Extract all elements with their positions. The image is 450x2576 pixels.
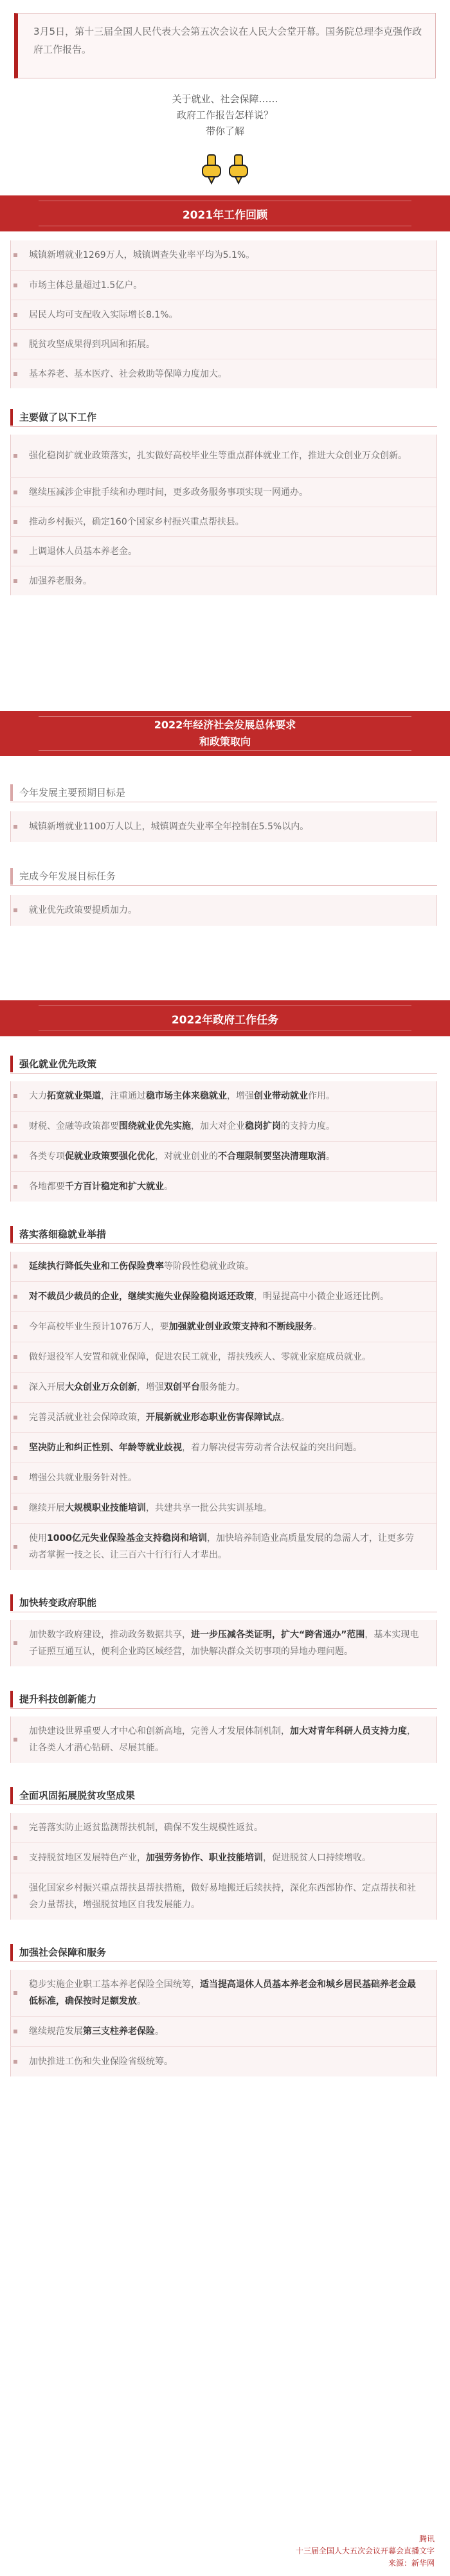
source-brand: 腾讯 <box>419 2534 435 2543</box>
divider <box>10 885 437 886</box>
list-item-text <box>29 1148 335 1165</box>
subsection-title: 提升科技创新能力 <box>10 1691 103 1707</box>
subsection-title: 全面巩固拓展脱贫攻坚成果 <box>10 1787 141 1804</box>
list-item-text <box>29 1819 263 1836</box>
list-item <box>10 1432 437 1463</box>
highlight-text: 加强劳务协作、职业技能培训 <box>146 1853 263 1863</box>
highlight-text: 拓宽就业渠道 <box>47 1091 101 1101</box>
text-segment: 财税、金融等政策都要 <box>29 1121 119 1131</box>
text-segment: ，注重通过 <box>101 1091 146 1101</box>
text-segment: 稳步实施企业职工基本养老保险全国统筹， <box>29 1979 200 1990</box>
highlight-text: 进一步压减各类证明，扩大“跨省通办”范围 <box>191 1630 365 1640</box>
text-segment: 支持脱贫地区发展特色产业， <box>29 1853 146 1863</box>
text-segment: 各类专项 <box>29 1151 65 1162</box>
list-item: 城镇新增就业1100万人以上，城镇调查失业率全年控制在5.5%以内。 <box>10 811 437 842</box>
highlight-text: 大规模职业技能培训 <box>65 1503 146 1513</box>
subsection-heading <box>10 404 437 431</box>
divider <box>10 426 437 427</box>
subsection-heading <box>10 1686 437 1713</box>
highlight-text: 围绕就业优先实施 <box>119 1121 191 1131</box>
highlight-text: 对不裁员少裁员的企业，继续实施失业保险稳岗返还政策 <box>29 1292 254 1302</box>
section-2022-tasks <box>0 1000 450 2076</box>
subsection-title: 落实落细稳就业举措 <box>10 1226 113 1243</box>
list-item <box>10 1252 437 1281</box>
list-item-text <box>29 1880 421 1913</box>
highlight-text: 稳岗扩岗 <box>245 1121 281 1131</box>
text-segment: 继续规范发展 <box>29 2026 83 2037</box>
list-item <box>10 1620 437 1666</box>
list-item-text <box>29 1319 322 1335</box>
question-line: 带你了解 <box>205 125 244 137</box>
subsection-heading <box>10 1050 437 1077</box>
highlight-text: 加强就业创业政策支持和不断线服务 <box>168 1322 313 1332</box>
text-segment: 继续开展 <box>29 1503 65 1513</box>
list-item-text <box>29 1379 245 1396</box>
text-segment: 加快推进工伤和失业保险省级统筹。 <box>29 2057 173 2067</box>
list-item-text <box>29 1349 371 1365</box>
text-segment: 服务能力。 <box>200 1382 245 1392</box>
pointing-down-hand-icon <box>200 154 223 185</box>
divider <box>10 1708 437 1709</box>
list-item <box>10 1171 437 1202</box>
subsection-heading <box>10 1939 437 1966</box>
list-item-text <box>29 1439 362 1456</box>
pointing-down-hand-icon <box>227 154 250 185</box>
list-item <box>10 2046 437 2076</box>
text-segment: 加快数字政府建设，推动政务数据共享， <box>29 1630 191 1640</box>
list-item: 城镇新增就业1269万人，城镇调查失业率平均为5.1%。 <box>10 240 437 270</box>
list-item <box>10 1281 437 1311</box>
highlight-text: 加大对青年科研人员支持力度 <box>290 1726 407 1736</box>
list-item-text <box>29 1723 421 1756</box>
list-item <box>10 1111 437 1141</box>
divider <box>10 1073 437 1074</box>
highlight-text: 千方百计稳定和扩大就业 <box>65 1182 164 1192</box>
question-line: 政府工作报告怎样说？ <box>176 109 273 121</box>
text-segment: ，让各类人才潜心钻研、尽展其能。 <box>29 1726 416 1753</box>
list-item-text <box>29 1500 272 1517</box>
list-item-text <box>29 1088 335 1104</box>
list-item-text <box>29 2023 164 2040</box>
list-item-text <box>29 1850 371 1866</box>
highlight-text: 大众创业万众创新 <box>65 1382 137 1392</box>
list-item: 加强养老服务。 <box>10 566 437 595</box>
highlight-text: 适当提高退休人员基本养老金和城乡居民基础养老金最低标准，确保按时足额发放 <box>29 1979 416 2006</box>
subsection-title: 完成今年发展目标任务 <box>10 868 122 885</box>
subsection-heading <box>10 779 437 806</box>
list-item: 强化稳岗扩就业政策落实，扎实做好高校毕业生等重点群体就业工作，推进大众创业万众创新。 <box>10 435 437 477</box>
list-item <box>10 2016 437 2046</box>
list-item-text <box>29 1530 421 1563</box>
list-item: 就业优先政策要提质加力。 <box>10 895 437 926</box>
text-segment: 大力 <box>29 1091 47 1101</box>
text-segment: ，加大对企业 <box>191 1121 245 1131</box>
highlight-text: 促就业政策要强化优化 <box>65 1151 155 1162</box>
hand-icons <box>0 154 450 190</box>
text-segment: 加快建设世界重要人才中心和创新高地，完善人才发展体制机制， <box>29 1726 290 1736</box>
text-segment: 。 <box>326 1151 335 1162</box>
subsection-heading <box>10 863 437 890</box>
highlight-text: 创业带动就业 <box>254 1091 308 1101</box>
text-segment: ，着力解决侵害劳动者合法权益的突出问题。 <box>182 1443 362 1453</box>
subsection-title: 加快转变政府职能 <box>10 1594 103 1611</box>
list-item: 继续压减涉企审批手续和办理时间，更多政务服务事项实现一网通办。 <box>10 477 437 507</box>
section-title-banner <box>0 711 450 756</box>
text-segment: 深入开展 <box>29 1382 65 1392</box>
text-segment: 完善灵活就业社会保障政策， <box>29 1412 146 1423</box>
list-item <box>10 1716 437 1763</box>
highlight-text: 双创平台 <box>164 1382 200 1392</box>
text-segment: ，对就业创业的 <box>155 1151 218 1162</box>
list-item: 上调退休人员基本养老金。 <box>10 536 437 566</box>
subsection-title: 强化就业优先政策 <box>10 1056 103 1072</box>
text-segment: ，基本实现电子证照互通互认，便利企业跨区域经营，加快解决群众关切事项的异地办理问题。 <box>29 1630 419 1657</box>
list-item <box>10 1311 437 1342</box>
source-note <box>296 2533 435 2570</box>
section-title-banner <box>0 195 450 231</box>
section-title-line: 2022年经济社会发展总体要求 <box>154 719 296 731</box>
list-item: 脱贫攻坚成果得到巩固和拓展。 <box>10 329 437 359</box>
list-item-text <box>29 2053 173 2070</box>
list-item: 推动乡村振兴，确定160个国家乡村振兴重点帮扶县。 <box>10 507 437 536</box>
subsection-title: 加强社会保障和服务 <box>10 1944 113 1961</box>
list-item: 基本养老、基本医疗、社会救助等保障力度加大。 <box>10 359 437 388</box>
list-item-text <box>29 1118 335 1135</box>
text-segment: ，共建共享一批公共实训基地。 <box>146 1503 272 1513</box>
highlight-text: 第三支柱养老保险 <box>83 2026 155 2037</box>
text-segment: 。 <box>312 1322 322 1332</box>
list-item <box>10 1463 437 1493</box>
section-title: 2022年政府工作任务 <box>171 1013 279 1027</box>
list-item <box>10 1523 437 1570</box>
source-line: 来源：新华网 <box>388 2559 435 2568</box>
list-item <box>10 1970 437 2016</box>
text-segment: 强化国家乡村振兴重点帮扶县帮扶措施，做好易地搬迁后续扶持，深化东西部协作、定点帮扶和社会力量帮扶，增强脱贫地区自我发展能力。 <box>29 1883 416 1910</box>
list-item-text <box>29 1626 421 1660</box>
text-segment: ，促进脱贫人口持续增收。 <box>263 1853 371 1863</box>
subsection-title: 主要做了以下工作 <box>10 409 103 426</box>
intro-box <box>14 13 436 78</box>
subsection-title: 今年发展主要预期目标是 <box>10 784 132 801</box>
list-item-text <box>29 1178 173 1195</box>
text-segment: ，加快培养制造业高质量发展的急需人才，让更多劳动者掌握一技之长、让三百六十行行行人才辈出。 <box>29 1533 414 1560</box>
subsection-heading <box>10 1221 437 1248</box>
text-segment: 使用 <box>29 1533 47 1544</box>
text-segment: 各地都要 <box>29 1182 65 1192</box>
divider <box>10 1961 437 1962</box>
text-segment: 。 <box>155 2026 164 2037</box>
intro-text: 3月5日，第十三届全国人民代表大会第五次会议在人民大会堂开幕。国务院总理李克强作政府工作报告。 <box>33 26 422 55</box>
section-title-line: 和政策取向 <box>199 735 251 748</box>
list-item <box>10 1493 437 1523</box>
text-segment: 增强公共就业服务针对性。 <box>29 1473 137 1483</box>
text-segment: 等阶段性稳就业政策。 <box>164 1261 254 1272</box>
section-2021-review <box>0 195 450 595</box>
list-item <box>10 1842 437 1873</box>
list-item-text <box>29 1976 421 2010</box>
section-2022-requirements <box>0 711 450 926</box>
list-item: 居民人均可支配收入实际增长8.1%。 <box>10 300 437 329</box>
question-line: 关于就业、社会保障…… <box>172 93 278 105</box>
highlight-text: 1000亿元失业保险基金支持稳岗和培训 <box>47 1533 207 1544</box>
text-segment: 做好退役军人安置和就业保障，促进农民工就业，帮扶残疾人、零就业家庭成员就业。 <box>29 1352 371 1362</box>
text-segment: ，增强 <box>137 1382 164 1392</box>
list-item <box>10 1873 437 1920</box>
text-segment: 今年高校毕业生预计1076万人，要 <box>29 1322 169 1332</box>
highlight-text: 延续执行降低失业和工伤保险费率 <box>29 1261 164 1272</box>
text-segment: 。 <box>164 1182 173 1192</box>
text-segment: 的支持力度。 <box>281 1121 335 1131</box>
list-item-text <box>29 1258 254 1275</box>
subsection-heading <box>10 1782 437 1809</box>
task-groups <box>0 1036 450 2076</box>
list-item <box>10 1372 437 1402</box>
text-segment: 。 <box>281 1412 290 1423</box>
list-item-text <box>29 1470 137 1486</box>
list-item <box>10 1402 437 1432</box>
list-item-text <box>29 1288 389 1305</box>
highlight-text: 稳市场主体来稳就业 <box>146 1091 227 1101</box>
highlight-text: 开展新就业形态职业伤害保障试点 <box>146 1412 281 1423</box>
text-segment: 作用。 <box>308 1091 335 1101</box>
source-line: 十三届全国人大五次会议开幕会直播文字 <box>295 2546 435 2555</box>
text-segment: ，增强 <box>227 1091 254 1101</box>
text-segment: 。 <box>137 1996 146 2006</box>
section-title: 2021年工作回顾 <box>182 208 268 222</box>
text-segment: 完善落实防止返贫监测帮扶机制，确保不发生规模性返贫。 <box>29 1823 263 1833</box>
list-item <box>10 1141 437 1171</box>
divider <box>10 1243 437 1244</box>
list-item <box>10 1813 437 1842</box>
list-item: 市场主体总量超过1.5亿户。 <box>10 270 437 300</box>
subsection-heading <box>10 1589 437 1616</box>
list-item-text <box>29 1409 290 1426</box>
highlight-text: 坚决防止和纠正性别、年龄等就业歧视 <box>29 1443 182 1453</box>
section-title-banner <box>0 1000 450 1036</box>
list-item <box>10 1081 437 1111</box>
text-segment: ，明显提高中小微企业返还比例。 <box>254 1292 389 1302</box>
intro-questions <box>0 91 450 140</box>
list-item <box>10 1342 437 1372</box>
highlight-text: 不合理限制要坚决清理取消 <box>218 1151 326 1162</box>
